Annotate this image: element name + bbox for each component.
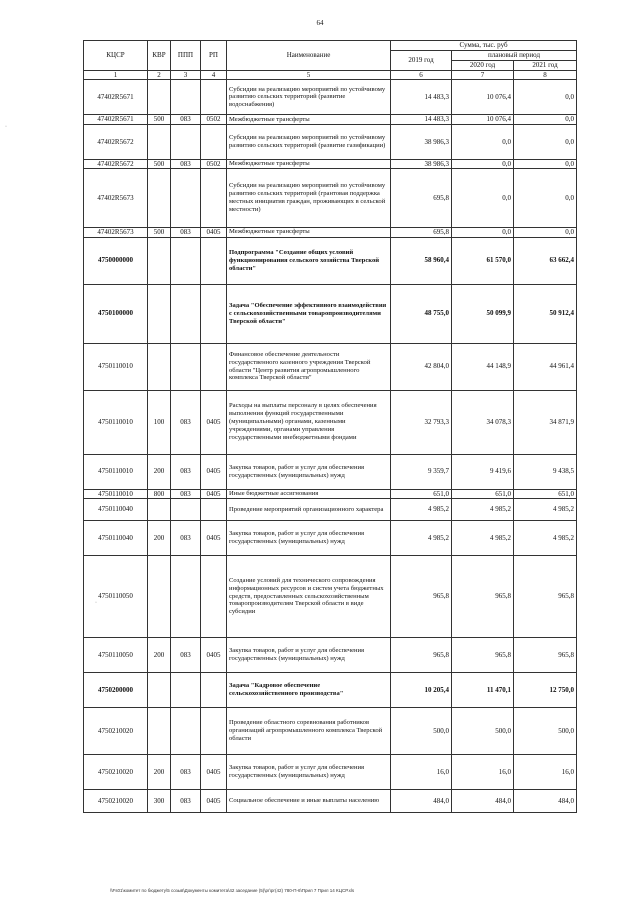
row-value-2020: 4 985,2 xyxy=(452,520,514,555)
row-code: 4750210020 xyxy=(84,789,148,812)
row-code: 4750110040 xyxy=(84,520,148,555)
row-value-2021: 4 985,2 xyxy=(514,498,577,520)
row-value-2019: 14 483,3 xyxy=(391,115,452,124)
row-ppp xyxy=(171,169,201,228)
row-rp: 0405 xyxy=(201,789,227,812)
row-name: Закупка товаров, работ и услуг для обеспечения государственных (муниципальных) нужд xyxy=(227,637,391,672)
row-value-2021: 12 750,0 xyxy=(514,672,577,707)
row-rp: 0405 xyxy=(201,637,227,672)
row-name: Межбюджетные трансферты xyxy=(227,228,391,237)
row-ppp: 083 xyxy=(171,390,201,454)
row-name: Проведение областного соревнования работников организаций агропромышленного комплекса Тверской области xyxy=(227,707,391,754)
table-row xyxy=(84,80,577,115)
row-kvr: 200 xyxy=(148,754,171,789)
row-rp xyxy=(201,707,227,754)
row-value-2021: 34 871,9 xyxy=(514,390,577,454)
row-code: 47402R5672 xyxy=(84,124,148,159)
row-value-2020: 9 419,6 xyxy=(452,454,514,489)
row-kvr xyxy=(148,284,171,343)
row-value-2020: 0,0 xyxy=(452,159,514,168)
row-name: Межбюджетные трансферты xyxy=(227,115,391,124)
row-value-2021: 44 961,4 xyxy=(514,343,577,390)
row-code: 4750110010 xyxy=(84,390,148,454)
row-kvr: 500 xyxy=(148,159,171,168)
row-name: Расходы на выплаты персоналу в целях обеспечения выполнения функций государственными (муниципальными) органами, казенными учреждениями, органами управления государственными внебюджетными фондами xyxy=(227,390,391,454)
row-value-2019: 14 483,3 xyxy=(391,80,452,115)
row-value-2020: 0,0 xyxy=(452,228,514,237)
table-row xyxy=(84,115,577,124)
row-ppp xyxy=(171,498,201,520)
row-kvr xyxy=(148,80,171,115)
header-2020: 2020 год xyxy=(452,61,514,71)
row-rp xyxy=(201,169,227,228)
row-value-2020: 16,0 xyxy=(452,754,514,789)
row-value-2021: 0,0 xyxy=(514,115,577,124)
row-name: Закупка товаров, работ и услуг для обеспечения государственных (муниципальных) нужд xyxy=(227,754,391,789)
row-value-2020: 44 148,9 xyxy=(452,343,514,390)
row-value-2019: 32 793,3 xyxy=(391,390,452,454)
row-code: 47402R5673 xyxy=(84,169,148,228)
row-name: Финансовое обеспечение деятельности государственного казенного учреждения Тверской области "Центр развития агропромышленного комплекса Тверской области" xyxy=(227,343,391,390)
row-kvr: 500 xyxy=(148,228,171,237)
row-value-2021: 4 985,2 xyxy=(514,520,577,555)
row-value-2020: 965,8 xyxy=(452,637,514,672)
row-ppp xyxy=(171,672,201,707)
row-code: 4750110040 xyxy=(84,498,148,520)
row-value-2019: 38 986,3 xyxy=(391,124,452,159)
column-number: 4 xyxy=(201,71,227,80)
row-value-2019: 500,0 xyxy=(391,707,452,754)
row-code: 4750110010 xyxy=(84,489,148,498)
table-row xyxy=(84,228,577,237)
row-kvr xyxy=(148,237,171,284)
column-number: 1 xyxy=(84,71,148,80)
row-value-2019: 4 985,2 xyxy=(391,498,452,520)
row-name: Субсидии на реализацию мероприятий по устойчивому развитию сельских территорий (развитие газификации) xyxy=(227,124,391,159)
row-kvr: 200 xyxy=(148,454,171,489)
table-row xyxy=(84,284,577,343)
row-value-2021: 0,0 xyxy=(514,159,577,168)
table-row xyxy=(84,159,577,168)
row-ppp: 083 xyxy=(171,754,201,789)
table-row xyxy=(84,169,577,228)
row-name: Проведение мероприятий организационного характера xyxy=(227,498,391,520)
row-kvr: 200 xyxy=(148,637,171,672)
table-row xyxy=(84,489,577,498)
row-value-2020: 61 570,0 xyxy=(452,237,514,284)
row-code: 4750110010 xyxy=(84,454,148,489)
row-code: 4750110010 xyxy=(84,343,148,390)
row-code: 4750200000 xyxy=(84,672,148,707)
row-ppp: 083 xyxy=(171,520,201,555)
row-rp xyxy=(201,498,227,520)
table-row xyxy=(84,454,577,489)
row-name: Субсидии на реализацию мероприятий по устойчивому развитию сельских территорий (грантовая поддержка местных инициатив граждан, проживающих в сельской местности) xyxy=(227,169,391,228)
row-value-2020: 0,0 xyxy=(452,124,514,159)
row-value-2019: 42 804,0 xyxy=(391,343,452,390)
table-row xyxy=(84,555,577,637)
row-name: Социальное обеспечение и иные выплаты населению xyxy=(227,789,391,812)
header-kvr: КВР xyxy=(148,41,171,71)
table-row xyxy=(84,672,577,707)
table-header xyxy=(84,41,577,80)
row-value-2021: 965,8 xyxy=(514,637,577,672)
footer-file-path: \\Fs01\комитет по бюджету\5 созыв\Документы комитета\42 заседание (5)\рг\рг(42) 780-П-6\Прил 7 Прил 14 КЦСР.xls xyxy=(110,888,355,893)
row-value-2020: 4 985,2 xyxy=(452,498,514,520)
row-ppp xyxy=(171,343,201,390)
row-ppp xyxy=(171,237,201,284)
header-ppp: ППП xyxy=(171,41,201,71)
budget-table xyxy=(83,40,577,813)
row-code: 4750110050 xyxy=(84,555,148,637)
header-planned: плановый период xyxy=(452,51,577,61)
column-number: 3 xyxy=(171,71,201,80)
row-kvr xyxy=(148,672,171,707)
row-kvr: 200 xyxy=(148,520,171,555)
row-rp xyxy=(201,672,227,707)
row-rp: 0405 xyxy=(201,454,227,489)
row-rp xyxy=(201,124,227,159)
row-ppp xyxy=(171,555,201,637)
margin-mark: · xyxy=(95,600,97,606)
row-name: Иные бюджетные ассигнования xyxy=(227,489,391,498)
row-value-2021: 965,8 xyxy=(514,555,577,637)
table-row xyxy=(84,498,577,520)
row-kvr xyxy=(148,124,171,159)
row-rp: 0405 xyxy=(201,228,227,237)
row-value-2021: 0,0 xyxy=(514,169,577,228)
table-row xyxy=(84,520,577,555)
row-value-2021: 0,0 xyxy=(514,124,577,159)
row-value-2021: 484,0 xyxy=(514,789,577,812)
row-kvr: 100 xyxy=(148,390,171,454)
row-ppp: 083 xyxy=(171,159,201,168)
table-row xyxy=(84,390,577,454)
row-code: 47402R5671 xyxy=(84,80,148,115)
row-kvr xyxy=(148,343,171,390)
header-kcsr: КЦСР xyxy=(84,41,148,71)
row-value-2019: 695,8 xyxy=(391,169,452,228)
column-number: 2 xyxy=(148,71,171,80)
row-rp: 0502 xyxy=(201,115,227,124)
row-value-2019: 965,8 xyxy=(391,555,452,637)
row-code: 47402R5672 xyxy=(84,159,148,168)
row-name: Задача "Кадровое обеспечение сельскохозяйственного производства" xyxy=(227,672,391,707)
row-value-2019: 4 985,2 xyxy=(391,520,452,555)
row-rp xyxy=(201,80,227,115)
row-kvr xyxy=(148,707,171,754)
row-value-2021: 0,0 xyxy=(514,228,577,237)
row-value-2021: 0,0 xyxy=(514,80,577,115)
table-row xyxy=(84,124,577,159)
row-value-2019: 9 359,7 xyxy=(391,454,452,489)
column-number: 6 xyxy=(391,71,452,80)
header-2019: 2019 год xyxy=(391,51,452,71)
row-value-2020: 0,0 xyxy=(452,169,514,228)
header-name: Наименование xyxy=(227,41,391,71)
table-row xyxy=(84,343,577,390)
row-value-2020: 10 076,4 xyxy=(452,80,514,115)
row-value-2019: 58 960,4 xyxy=(391,237,452,284)
column-number: 5 xyxy=(227,71,391,80)
row-rp xyxy=(201,343,227,390)
header-sum: Сумма, тыс. руб xyxy=(391,41,577,51)
row-value-2021: 500,0 xyxy=(514,707,577,754)
row-name: Создание условий для технического сопровождения информационных ресурсов и систем учета бюджетных средств, предоставленных сельскохозяйственным товаропроизводителям Тверской области в виде субсидии xyxy=(227,555,391,637)
header-2021: 2021 год xyxy=(514,61,577,71)
row-kvr xyxy=(148,169,171,228)
row-value-2020: 34 078,3 xyxy=(452,390,514,454)
row-rp: 0502 xyxy=(201,159,227,168)
row-value-2019: 651,0 xyxy=(391,489,452,498)
row-ppp xyxy=(171,707,201,754)
column-number: 7 xyxy=(452,71,514,80)
row-kvr: 300 xyxy=(148,789,171,812)
row-ppp: 083 xyxy=(171,228,201,237)
row-ppp: 083 xyxy=(171,789,201,812)
row-rp xyxy=(201,555,227,637)
row-value-2021: 50 912,4 xyxy=(514,284,577,343)
row-value-2019: 10 205,4 xyxy=(391,672,452,707)
table-body xyxy=(84,80,577,813)
row-ppp xyxy=(171,124,201,159)
row-value-2019: 38 986,3 xyxy=(391,159,452,168)
row-value-2020: 500,0 xyxy=(452,707,514,754)
row-name: Субсидии на реализацию мероприятий по устойчивому развитию сельских территорий (развитие водоснабжения) xyxy=(227,80,391,115)
row-value-2021: 651,0 xyxy=(514,489,577,498)
row-code: 4750110050 xyxy=(84,637,148,672)
row-value-2021: 16,0 xyxy=(514,754,577,789)
row-kvr xyxy=(148,498,171,520)
row-name: Задача "Обеспечение эффективного взаимодействия с сельскохозяйственными товаропроизводителями Тверской области" xyxy=(227,284,391,343)
row-value-2020: 484,0 xyxy=(452,789,514,812)
row-code: 4750100000 xyxy=(84,284,148,343)
row-ppp: 083 xyxy=(171,489,201,498)
row-value-2020: 50 099,9 xyxy=(452,284,514,343)
row-code: 4750210020 xyxy=(84,707,148,754)
row-value-2020: 651,0 xyxy=(452,489,514,498)
header-rp: РП xyxy=(201,41,227,71)
row-value-2019: 965,8 xyxy=(391,637,452,672)
row-value-2021: 63 662,4 xyxy=(514,237,577,284)
row-kvr: 800 xyxy=(148,489,171,498)
table-row xyxy=(84,707,577,754)
row-value-2019: 484,0 xyxy=(391,789,452,812)
row-kvr xyxy=(148,555,171,637)
row-rp xyxy=(201,284,227,343)
row-value-2019: 695,8 xyxy=(391,228,452,237)
row-rp xyxy=(201,237,227,284)
row-name: Закупка товаров, работ и услуг для обеспечения государственных (муниципальных) нужд xyxy=(227,454,391,489)
table-row xyxy=(84,789,577,812)
row-ppp: 083 xyxy=(171,637,201,672)
row-ppp xyxy=(171,80,201,115)
table-row xyxy=(84,754,577,789)
row-code: 4750000000 xyxy=(84,237,148,284)
row-ppp: 083 xyxy=(171,454,201,489)
row-ppp: 083 xyxy=(171,115,201,124)
row-value-2019: 16,0 xyxy=(391,754,452,789)
row-value-2020: 10 076,4 xyxy=(452,115,514,124)
row-name: Закупка товаров, работ и услуг для обеспечения государственных (муниципальных) нужд xyxy=(227,520,391,555)
row-value-2020: 11 470,1 xyxy=(452,672,514,707)
page-number: 64 xyxy=(316,19,324,27)
table-row xyxy=(84,637,577,672)
column-number: 8 xyxy=(514,71,577,80)
table-row xyxy=(84,237,577,284)
row-name: Межбюджетные трансферты xyxy=(227,159,391,168)
row-rp: 0405 xyxy=(201,390,227,454)
row-kvr: 500 xyxy=(148,115,171,124)
row-code: 47402R5671 xyxy=(84,115,148,124)
row-rp: 0405 xyxy=(201,520,227,555)
row-value-2020: 965,8 xyxy=(452,555,514,637)
row-rp: 0405 xyxy=(201,489,227,498)
row-name: Подпрограмма "Создание общих условий функционирования сельского хозяйства Тверской области" xyxy=(227,237,391,284)
row-code: 4750210020 xyxy=(84,754,148,789)
row-rp: 0405 xyxy=(201,754,227,789)
row-ppp xyxy=(171,284,201,343)
row-code: 47402R5673 xyxy=(84,228,148,237)
margin-mark: · xyxy=(5,124,7,130)
row-value-2019: 48 755,0 xyxy=(391,284,452,343)
row-value-2021: 9 438,5 xyxy=(514,454,577,489)
